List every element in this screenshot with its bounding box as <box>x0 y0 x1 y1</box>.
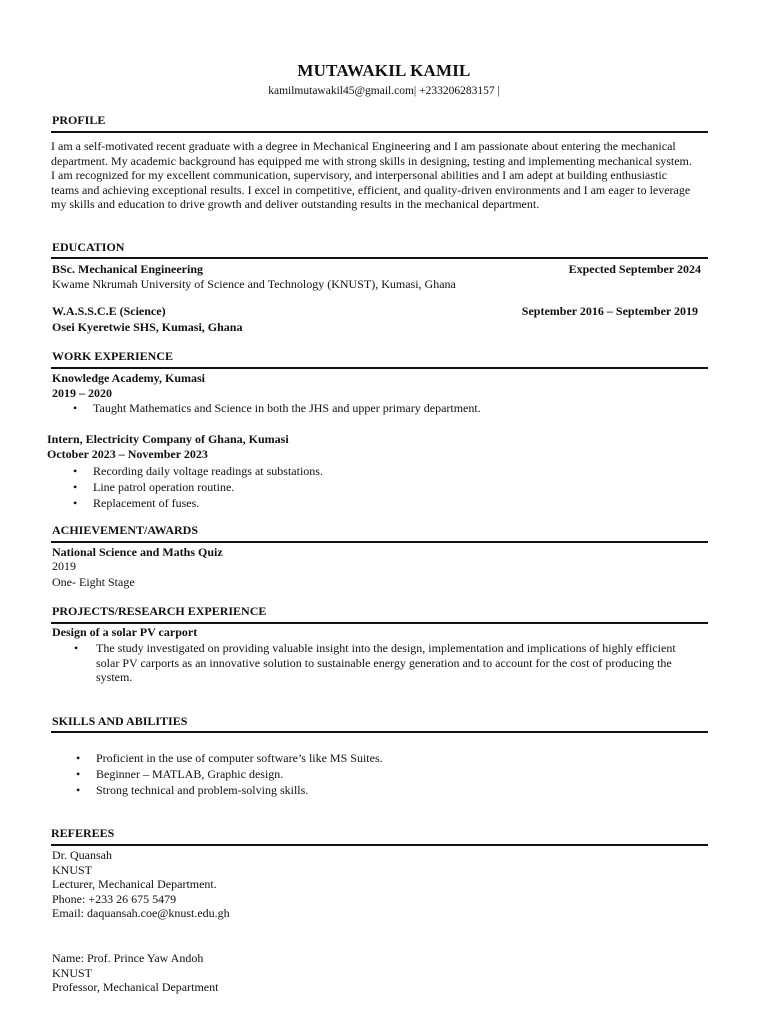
awards-heading: ACHIEVEMENT/AWARDS <box>52 523 199 537</box>
referee-title: Professor, Mechanical Department <box>52 980 219 995</box>
award-year: 2019 <box>52 559 76 573</box>
award-stage: One- Eight Stage <box>52 575 135 589</box>
referee-email: Email: daquansah.coe@knust.edu.gh <box>52 906 230 921</box>
job-bullets <box>73 463 693 512</box>
resume-name: MUTAWAKIL KAMIL <box>297 61 471 80</box>
section-divider <box>51 257 708 259</box>
education-school: Osei Kyeretwie SHS, Kumasi, Ghana <box>52 320 243 334</box>
contact-line: kamilmutawakil45@gmail.com| +233206283157 | <box>268 85 500 97</box>
referee-phone: Phone: +233 26 675 5479 <box>52 891 177 906</box>
project-line: solar PV carports as an innovative solution to sustainable energy generation and to account for the cost of producing the <box>96 655 672 670</box>
section-divider <box>51 844 708 846</box>
profile-line: I am recognized for my excellent communication, supervisory, and interpersonal abilities and I am adept at building enthusiastic <box>51 168 668 183</box>
projects-heading: PROJECTS/RESEARCH EXPERIENCE <box>52 604 267 618</box>
project-line: system. <box>96 670 133 685</box>
section-divider <box>51 731 708 733</box>
referee-institution: KNUST <box>52 965 93 980</box>
education-heading: EDUCATION <box>52 240 125 254</box>
project-description <box>76 641 716 685</box>
project-bullet <box>76 641 716 685</box>
skills-list <box>76 750 696 799</box>
section-divider <box>51 622 708 624</box>
referees-heading: REFEREES <box>51 826 115 840</box>
referee-1 <box>52 848 230 921</box>
job-org: Intern, Electricity Company of Ghana, Kumasi <box>47 432 289 446</box>
education-degree: W.A.S.S.C.E (Science) <box>52 304 166 318</box>
education-degree: BSc. Mechanical Engineering <box>52 262 203 276</box>
list-item: • Taught Mathematics and Science in both the JHS and upper primary department. <box>73 401 693 416</box>
list-item: • Line patrol operation routine. <box>73 479 693 495</box>
section-divider <box>51 131 708 133</box>
profile-line: department. My academic background has equipped me with strong skills in designing, testing and implementing mechanical system. <box>51 153 692 168</box>
education-date: Expected September 2024 <box>568 262 701 276</box>
list-item: • Proficient in the use of computer software’s like MS Suites. <box>76 750 696 766</box>
education-school: Kwame Nkrumah University of Science and Technology (KNUST), Kumasi, Ghana <box>52 277 456 291</box>
work-heading: WORK EXPERIENCE <box>52 349 174 363</box>
profile-text <box>51 139 721 212</box>
project-title: Design of a solar PV carport <box>52 625 198 639</box>
job-period: October 2023 – November 2023 <box>47 447 208 461</box>
list-item: • Replacement of fuses. <box>73 495 693 511</box>
referee-name: Name: Prof. Prince Yaw Andoh <box>52 951 204 965</box>
job-bullets <box>73 401 693 416</box>
list-item: • Strong technical and problem-solving skills. <box>76 782 696 798</box>
profile-line: teams and achieving exceptional results. I excel in competitive, efficient, and quality-driven environments and I am eager to leverage <box>51 182 691 197</box>
skills-heading: SKILLS AND ABILITIES <box>52 714 188 728</box>
profile-line: my skills and education to drive growth and deliver outstanding results in the mechanical department. <box>51 197 540 212</box>
award-title: National Science and Maths Quiz <box>52 545 223 559</box>
project-line: The study investigated on providing valuable insight into the design, implementation and implications of highly efficient <box>96 641 676 655</box>
job-period: 2019 – 2020 <box>52 386 112 400</box>
list-item: • Beginner – MATLAB, Graphic design. <box>76 766 696 782</box>
referee-name: Dr. Quansah <box>52 848 112 862</box>
education-date: September 2016 – September 2019 <box>521 304 698 318</box>
referee-2 <box>52 951 218 995</box>
job-org: Knowledge Academy, Kumasi <box>52 371 206 385</box>
bullet-glyph: • <box>74 641 79 655</box>
profile-heading: PROFILE <box>52 113 106 127</box>
section-divider <box>51 367 708 369</box>
profile-line: I am a self-motivated recent graduate with a degree in Mechanical Engineering and I am passionate about entering the mechanical <box>51 139 676 153</box>
list-item: • Recording daily voltage readings at substations. <box>73 463 693 479</box>
referee-title: Lecturer, Mechanical Department. <box>52 877 217 892</box>
referee-institution: KNUST <box>52 862 93 877</box>
section-divider <box>51 541 708 543</box>
